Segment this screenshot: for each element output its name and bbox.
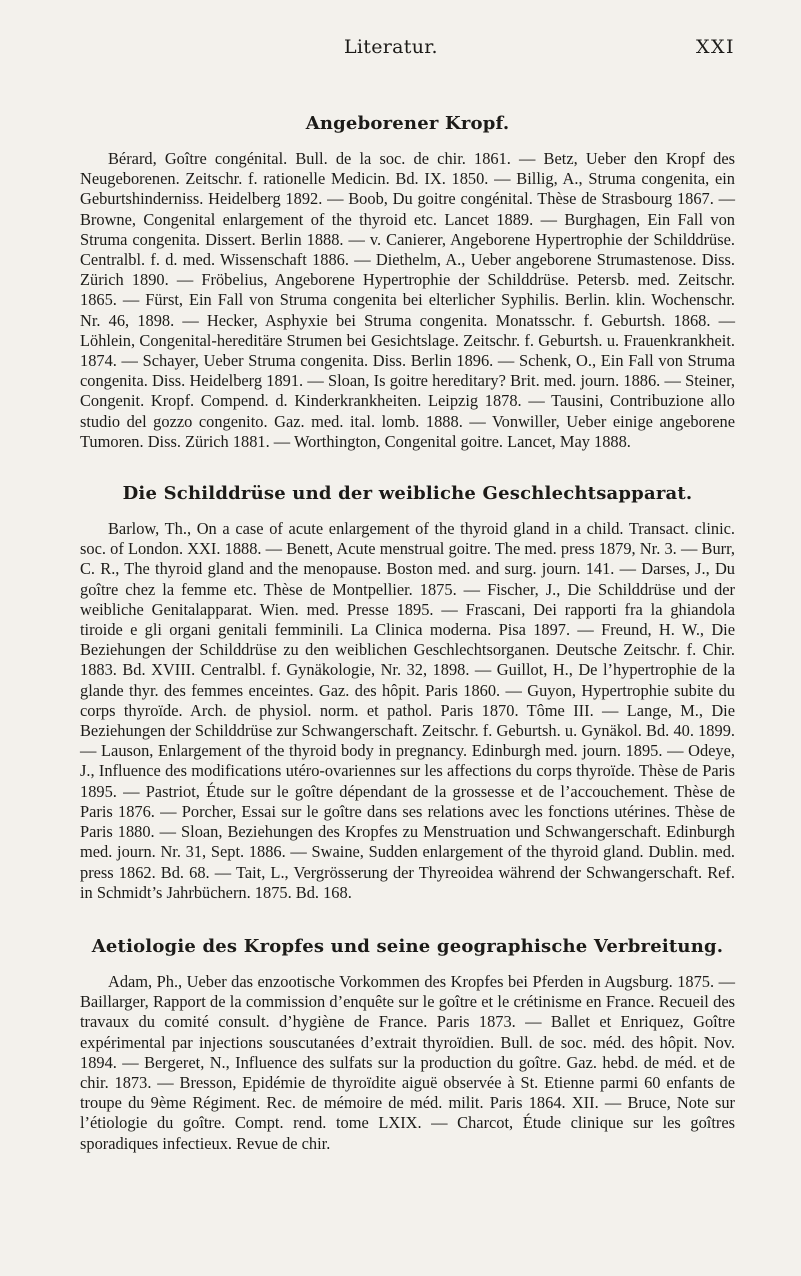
page-number: XXI: [695, 36, 735, 58]
page-content: [80, 112, 735, 1154]
section-heading: Aetiologie des Kropfes und seine geographische Verbreitung.: [91, 935, 724, 957]
section-heading: Die Schilddrüse und der weibliche Geschlechtsapparat.: [122, 483, 693, 505]
section-heading: Angeborener Kropf.: [305, 113, 510, 134]
running-header: [80, 36, 735, 62]
section-angeborener-kropf: [80, 112, 735, 452]
section-spacer: [80, 903, 735, 935]
bibliography-paragraph: Bérard, Goître congénital. Bull. de la soc. de chir. 1861. — Betz, Ueber den Kropf des Neugeborenen. Zeitschr. f. rationelle Medicin. Bd. IX. 1850. — Billig, A., Struma congenita, ein Geburtshinderniss. Heidelberg 1892. — Boob, Du goitre congénital. Thèse de Strasbourg 1867. — Browne, Congenital enlargement of the thyroid etc. Lancet 1889. — Burghagen, Ein Fall von Struma congenita. Dissert. Berlin 1888. — v. Canierer, Angeborene Hypertrophie der Schilddrüse. Centralbl. f. d. med. Wissenschaft 1886. — Diethelm, A., Ueber angeborene Strumastenose. Diss. Zürich 1890. — Fröbelius, Angeborene Hypertrophie der Schilddrüse. Petersb. med. Zeitschr. 1865. — Fürst, Ein Fall von Struma congenita bei elterlicher Syphilis. Berlin. klin. Wochenschr. Nr. 46, 1898. — Hecker, Asphyxie bei Struma congenita. Monatsschr. f. Geburtsh. 1868. — Löhlein, Congenital-hereditäre Strumen bei Gesichtslage. Zeitschr. f. Geburtsh. u. Frauenkrankheit. 1874. — Schayer, Ueber Struma congenita. Diss. Berlin 1896. — Schenk, O., Ein Fall von Struma congenita. Diss. Heidelberg 1891. — Sloan, Is goitre hereditary? Brit. med. journ. 1886. — Steiner, Congenit. Kropf. Compend. d. Kinderkrankheiten. Leipzig 1878. — Tausini, Contribuzione allo studio del gozzo congenito. Gaz. med. ital. lomb. 1888. — Vonwiller, Ueber einige angeborene Tumoren. Diss. Zürich 1881. — Worthington, Congenital goitre. Lancet, May 1888.: [80, 149, 735, 451]
section-spacer: [80, 452, 735, 482]
bibliography-paragraph: Barlow, Th., On a case of acute enlargement of the thyroid gland in a child. Transact. clinic. soc. of London. XXI. 1888. — Benett, Acute menstrual goitre. The med. press 1879, Nr. 3. — Burr, C. R., The thyroid gland and the menopause. Boston med. and surg. journ. 141. — Darses, J., Du goître chez la femme etc. Thèse de Montpellier. 1875. — Fischer, J., Die Schilddrüse und der weibliche Genitalapparat. Wien. med. Presse 1895. — Frascani, Dei rapporti fra la ghiandola tiroide e gli organi genitali femminili. La Clinica moderna. Pisa 1897. — Freund, H. W., Die Beziehungen der Schilddrüse zu den weiblichen Geschlechtsorganen. Deutsche Zeitschr. f. Chir. 1883. Bd. XVIII. Centralbl. f. Gynäkologie, Nr. 32, 1898. — Guillot, H., De l’hypertrophie de la glande thyr. des femmes enceintes. Gaz. des hôpit. Paris 1860. — Guyon, Hypertrophie subite du corps thyroïde. Arch. de physiol. norm. et pathol. Paris 1870. Tôme III. — Lange, M., Die Beziehungen der Schilddrüse zur Schwangerschaft. Zeitschr. f. Geburtsh. u. Gynäkol. Bd. 40. 1899. — Lauson, Enlargement of the thyroid body in pregnancy. Edinburgh med. journ. 1895. — Odeye, J., Influence des modifications utéro-ovariennes sur les affections du corps thyroïde. Thèse de Paris 1895. — Pastriot, Étude sur le goître dépendant de la grossesse et de l’accouchement. Thèse de Paris 1876. — Porcher, Essai sur le goître dans ses relations avec les fonctions utérines. Thèse de Paris 1880. — Sloan, Beziehungen des Kropfes zu Menstruation und Schwangerschaft. Edinburgh med. journ. Nr. 31, Sept. 1886. — Swaine, Sudden enlargement of the thyroid gland. Dublin. med. press 1862. Bd. 68. — Tait, L., Vergrösserung der Thyreoidea während der Schwangerschaft. Ref. in Schmidt’s Jahrbüchern. 1875. Bd. 168.: [80, 519, 735, 902]
bibliography-paragraph: Adam, Ph., Ueber das enzootische Vorkommen des Kropfes bei Pferden in Augsburg. 1875. — Baillarger, Rapport de la commission d’enquête sur le goître et le crétinisme en France. Recueil des travaux du comité consult. d’hygiène de France. Paris 1873. — Ballet et Enriquez, Goître expérimental par injections souscutanées d’extrait thyroïdien. Bull. de soc. méd. des hôpit. Nov. 1894. — Bergeret, N., Influence des sulfats sur la production du goître. Gaz. hebd. de méd. et de chir. 1873. — Bresson, Epidémie de thyroïdite aiguë observée à St. Etienne parmi 60 enfants de troupe du 9ème Régiment. Rec. de mémoire de méd. milit. Paris 1864. XII. — Bruce, Note sur l’étiologie du goître. Compt. rend. tome LXIX. — Charcot, Étude clinique sur les goîtres sporadiques infectieux. Revue de chir.: [80, 971, 735, 1153]
running-title: Literatur.: [344, 36, 438, 58]
section-aetiologie: [80, 935, 735, 1154]
section-schilddruese-geschlechtsapparat: [80, 482, 735, 903]
